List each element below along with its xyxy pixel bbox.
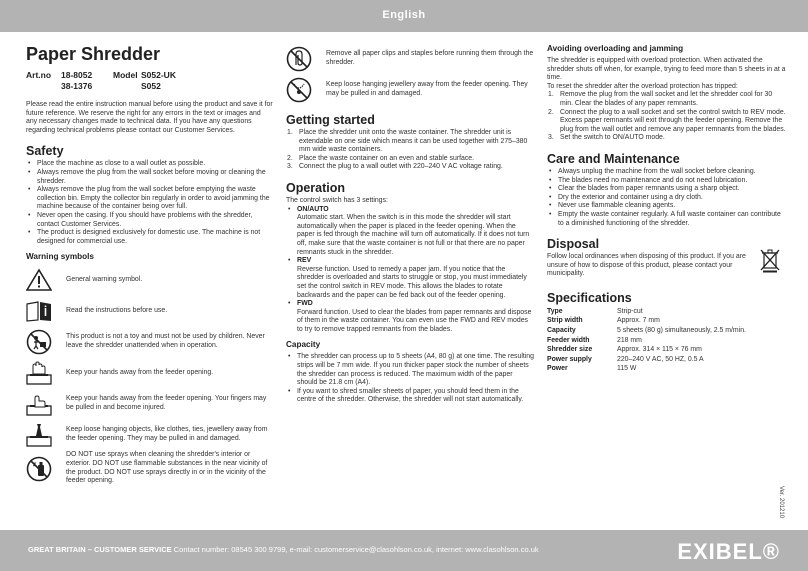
art-number: 18-8052 [61, 70, 93, 80]
option-desc: Forward function. Used to clear the blades from paper remnants and dispose of them in the waste container. You can even use the FWD and REV modes to try to remove trapped remnants from the blades. [297, 308, 532, 333]
list-item: 2. Connect the plug to a wall socket and set the control switch to REV mode. Excess paper remnants will exit through the feeder opening. Remove the plug from the wall outlet and remove any paper remnants from the blades. [548, 108, 786, 133]
safety-heading: Safety [26, 144, 64, 159]
option-name: FWD [297, 300, 313, 308]
model-label [113, 81, 141, 92]
list-item: • Never open the casing. If you should have problems with the shredder, contact Customer Services. [26, 212, 273, 229]
option-name: REV [297, 257, 312, 265]
warning-row [26, 451, 273, 485]
list-item: • Dry the exterior and container using a dry cloth. [547, 194, 787, 203]
intro-text: Please read the entire instruction manual before using the product and save it for future reference. We reserve the right for any errors in the text or images and any necessary changes made to technical data. If you have any questions regarding technical problems please contact our Customer Services. [26, 101, 273, 134]
list-item: • Always remove the plug from the wall socket before moving or cleaning the shredder. [26, 169, 273, 186]
getting-started-list [286, 129, 534, 172]
warning-row [286, 44, 534, 73]
model-number: S052-UK [141, 70, 176, 80]
language-header-bar [0, 0, 808, 32]
warning-text: Keep your hands away from the feeder opening. [66, 368, 214, 376]
care-heading: Care and Maintenance [547, 151, 680, 166]
list-item: • The blades need no maintenance and do not need lubrication. [547, 177, 787, 186]
list-item: • Always remove the plug from the wall socket before emptying the waste collection bin. Empty the collector bin regularly in order to avoid jamming the machine because of the container being over full. [26, 186, 273, 212]
table-row: Power supply 220–240 V AC, 50 HZ, 0.5 A [547, 355, 704, 363]
table-row: Power 115 W [547, 365, 637, 373]
list-item: 2. Place the waste container on an even and stable surface. [287, 154, 475, 162]
art-number: 38-1376 [61, 81, 93, 91]
column-left [26, 44, 273, 488]
table-row: Capacity 5 sheets (80 g) simultaneously, 2.5 m/min. [547, 327, 746, 335]
footer-contact: Contact number: 08545 300 9799, e-mail: customerservice@clasohlson.co.uk, internet: www.clasohlson.co.uk [173, 545, 539, 554]
warning-row [26, 296, 273, 325]
warning-symbols-heading: Warning symbols [26, 252, 94, 262]
capacity-list [286, 353, 534, 405]
warning-text: This product is not a toy and must not be used by children. Never leave the shredder unattended when in operation. [66, 333, 265, 349]
exibel-logo: EXIBEL® [677, 539, 780, 564]
list-item: • Empty the waste container regularly. A full waste container can contribute to a diminished functioning of the shredder. [547, 211, 787, 228]
no-jewellery-icon [286, 77, 312, 103]
warning-text: Remove all paper clips and staples before running them through the shredder. [326, 49, 534, 66]
option-desc: Reverse function. Used to remedy a paper jam. If you notice that the shredder is overloaded and starts to struggle or stop, you must immediately set the control switch in REV mode. This allows the blades to rotate backwards and the paper can be fed back out of the feeder opening. [297, 265, 527, 299]
warning-row [26, 265, 273, 294]
warning-text: Read the instructions before use. [66, 306, 168, 314]
operation-options [286, 206, 534, 335]
safety-list [26, 160, 273, 246]
list-item: 3. Set the switch to ON/AUTO mode. [548, 134, 665, 142]
page-title: Paper Shredder [26, 44, 161, 64]
warning-row [286, 75, 534, 104]
language-label: English [382, 9, 426, 21]
no-spray-icon [26, 456, 52, 482]
overload-intro-2: To reset the shredder after the overload protection has tripped: [547, 82, 738, 90]
warning-text: General warning symbol. [66, 275, 143, 283]
column-right [547, 44, 787, 374]
footer-bar [0, 530, 808, 571]
article-row [26, 81, 273, 92]
list-item: • Never use flammable cleaning agents. [547, 202, 787, 211]
tie-feeder-icon [26, 422, 52, 448]
model-label: Model [113, 70, 138, 80]
getting-started-heading: Getting started [286, 113, 375, 127]
list-item [286, 257, 534, 266]
column-middle [286, 44, 534, 405]
table-row: Shredder size Approx. 314 × 115 × 76 mm [547, 346, 702, 354]
list-item: • Place the machine as close to a wall outlet as possible. [26, 160, 273, 169]
overload-steps [547, 91, 787, 143]
table-row: Strip width Approx. 7 mm [547, 317, 660, 325]
list-item [286, 300, 534, 309]
overload-heading: Avoiding overloading and jamming [547, 44, 684, 53]
model-number: S052 [141, 81, 161, 91]
capacity-heading: Capacity [286, 340, 321, 350]
list-item: • If you want to shred smaller sheets of paper, you should feed them in the centre of the shredder. Otherwise, the shredder will not start automatically. [286, 388, 534, 405]
operation-heading: Operation [286, 180, 346, 195]
art-label [26, 81, 61, 92]
version-label: Ver. 201210 [778, 486, 784, 519]
list-item: • Clear the blades from paper remnants using a sharp object. [547, 185, 787, 194]
disposal-block [547, 253, 787, 279]
operation-intro: The control switch has 3 settings: [286, 196, 388, 204]
disposal-heading: Disposal [547, 237, 600, 252]
warning-text: Keep your hands away from the feeder opening. Your fingers may be pulled in and become injured. [66, 395, 267, 411]
warning-row [26, 389, 273, 418]
overload-intro: The shredder is equipped with overload protection. When activated the shredder shuts off when, for example, trying to feed more than 5 sheets in at a time. [547, 57, 786, 82]
list-item: 1. Place the shredder unit onto the waste container. The shredder unit is extendable on one side which means it can be used together with 275–380 mm wide waste containers. [287, 129, 528, 154]
warning-triangle-icon [26, 267, 52, 293]
specifications-heading: Specifications [547, 290, 632, 305]
warning-row [26, 358, 273, 387]
specs-table [547, 307, 787, 374]
warning-text: Keep loose hanging jewellery away from the feeder opening. They may be pulled in and damaged. [326, 80, 528, 97]
no-paperclip-icon [286, 46, 312, 72]
no-children-icon [26, 329, 52, 355]
warning-row [26, 420, 273, 449]
table-row: Type Strip-cut [547, 307, 643, 315]
customer-service-contact [28, 545, 539, 554]
table-row: Feeder width 218 mm [547, 336, 642, 344]
art-label: Art.no [26, 70, 52, 80]
list-item [286, 206, 534, 215]
care-list [547, 168, 787, 228]
manual-book-icon [26, 298, 52, 324]
warning-text: Keep loose hanging objects, like clothes, ties, jewellery away from the feeder opening. They may be pulled in and damaged. [66, 426, 268, 442]
warning-text: DO NOT use sprays when cleaning the shredder's interior or exterior. DO NOT use flammable substances in the near vicinity of the product. DO NOT use sprays directly in or in the vicinity of the feeder opening. [66, 451, 268, 485]
list-item: • The product is designed exclusively for domestic use. The machine is not designed for commercial use. [26, 229, 273, 246]
list-item: • Always unplug the machine from the wall socket before cleaning. [547, 168, 787, 177]
option-name: ON/AUTO [297, 205, 329, 213]
list-item: 3. Connect the plug to a wall outlet with 220–240 V AC voltage rating. [287, 163, 503, 171]
fingers-feeder-icon [26, 391, 52, 417]
list-item: 1. Remove the plug from the wall socket and let the shredder cool for 30 min. Clear the blades of any paper remnants. [548, 91, 773, 107]
crossed-bin-icon [759, 247, 781, 279]
hand-feeder-icon [26, 360, 52, 386]
warning-row [26, 327, 273, 356]
option-desc: Automatic start. When the switch is in this mode the shredder will start automatically when the paper is placed in the feeder opening. When the paper is fed through the machine will turn off automatically. If it does not turn off, make sure that the waste container is not full or that there are no paper remnants stuck in the shredder. [297, 214, 530, 256]
list-item: • The shredder can process up to 5 sheets (A4, 80 g) at one time. The resulting strips will be 7 mm wide. If you run thicker paper stock the number of sheets the shredder can process is reduced. The maximum width of the paper should be 21.8 cm (A4). [286, 353, 534, 387]
article-row [26, 70, 273, 81]
footer-label: GREAT BRITAIN – CUSTOMER SERVICE [28, 545, 172, 554]
disposal-text: Follow local ordinances when disposing of this product. If you are unsure of how to dispose of this product, please contact your municipality. [547, 253, 746, 278]
